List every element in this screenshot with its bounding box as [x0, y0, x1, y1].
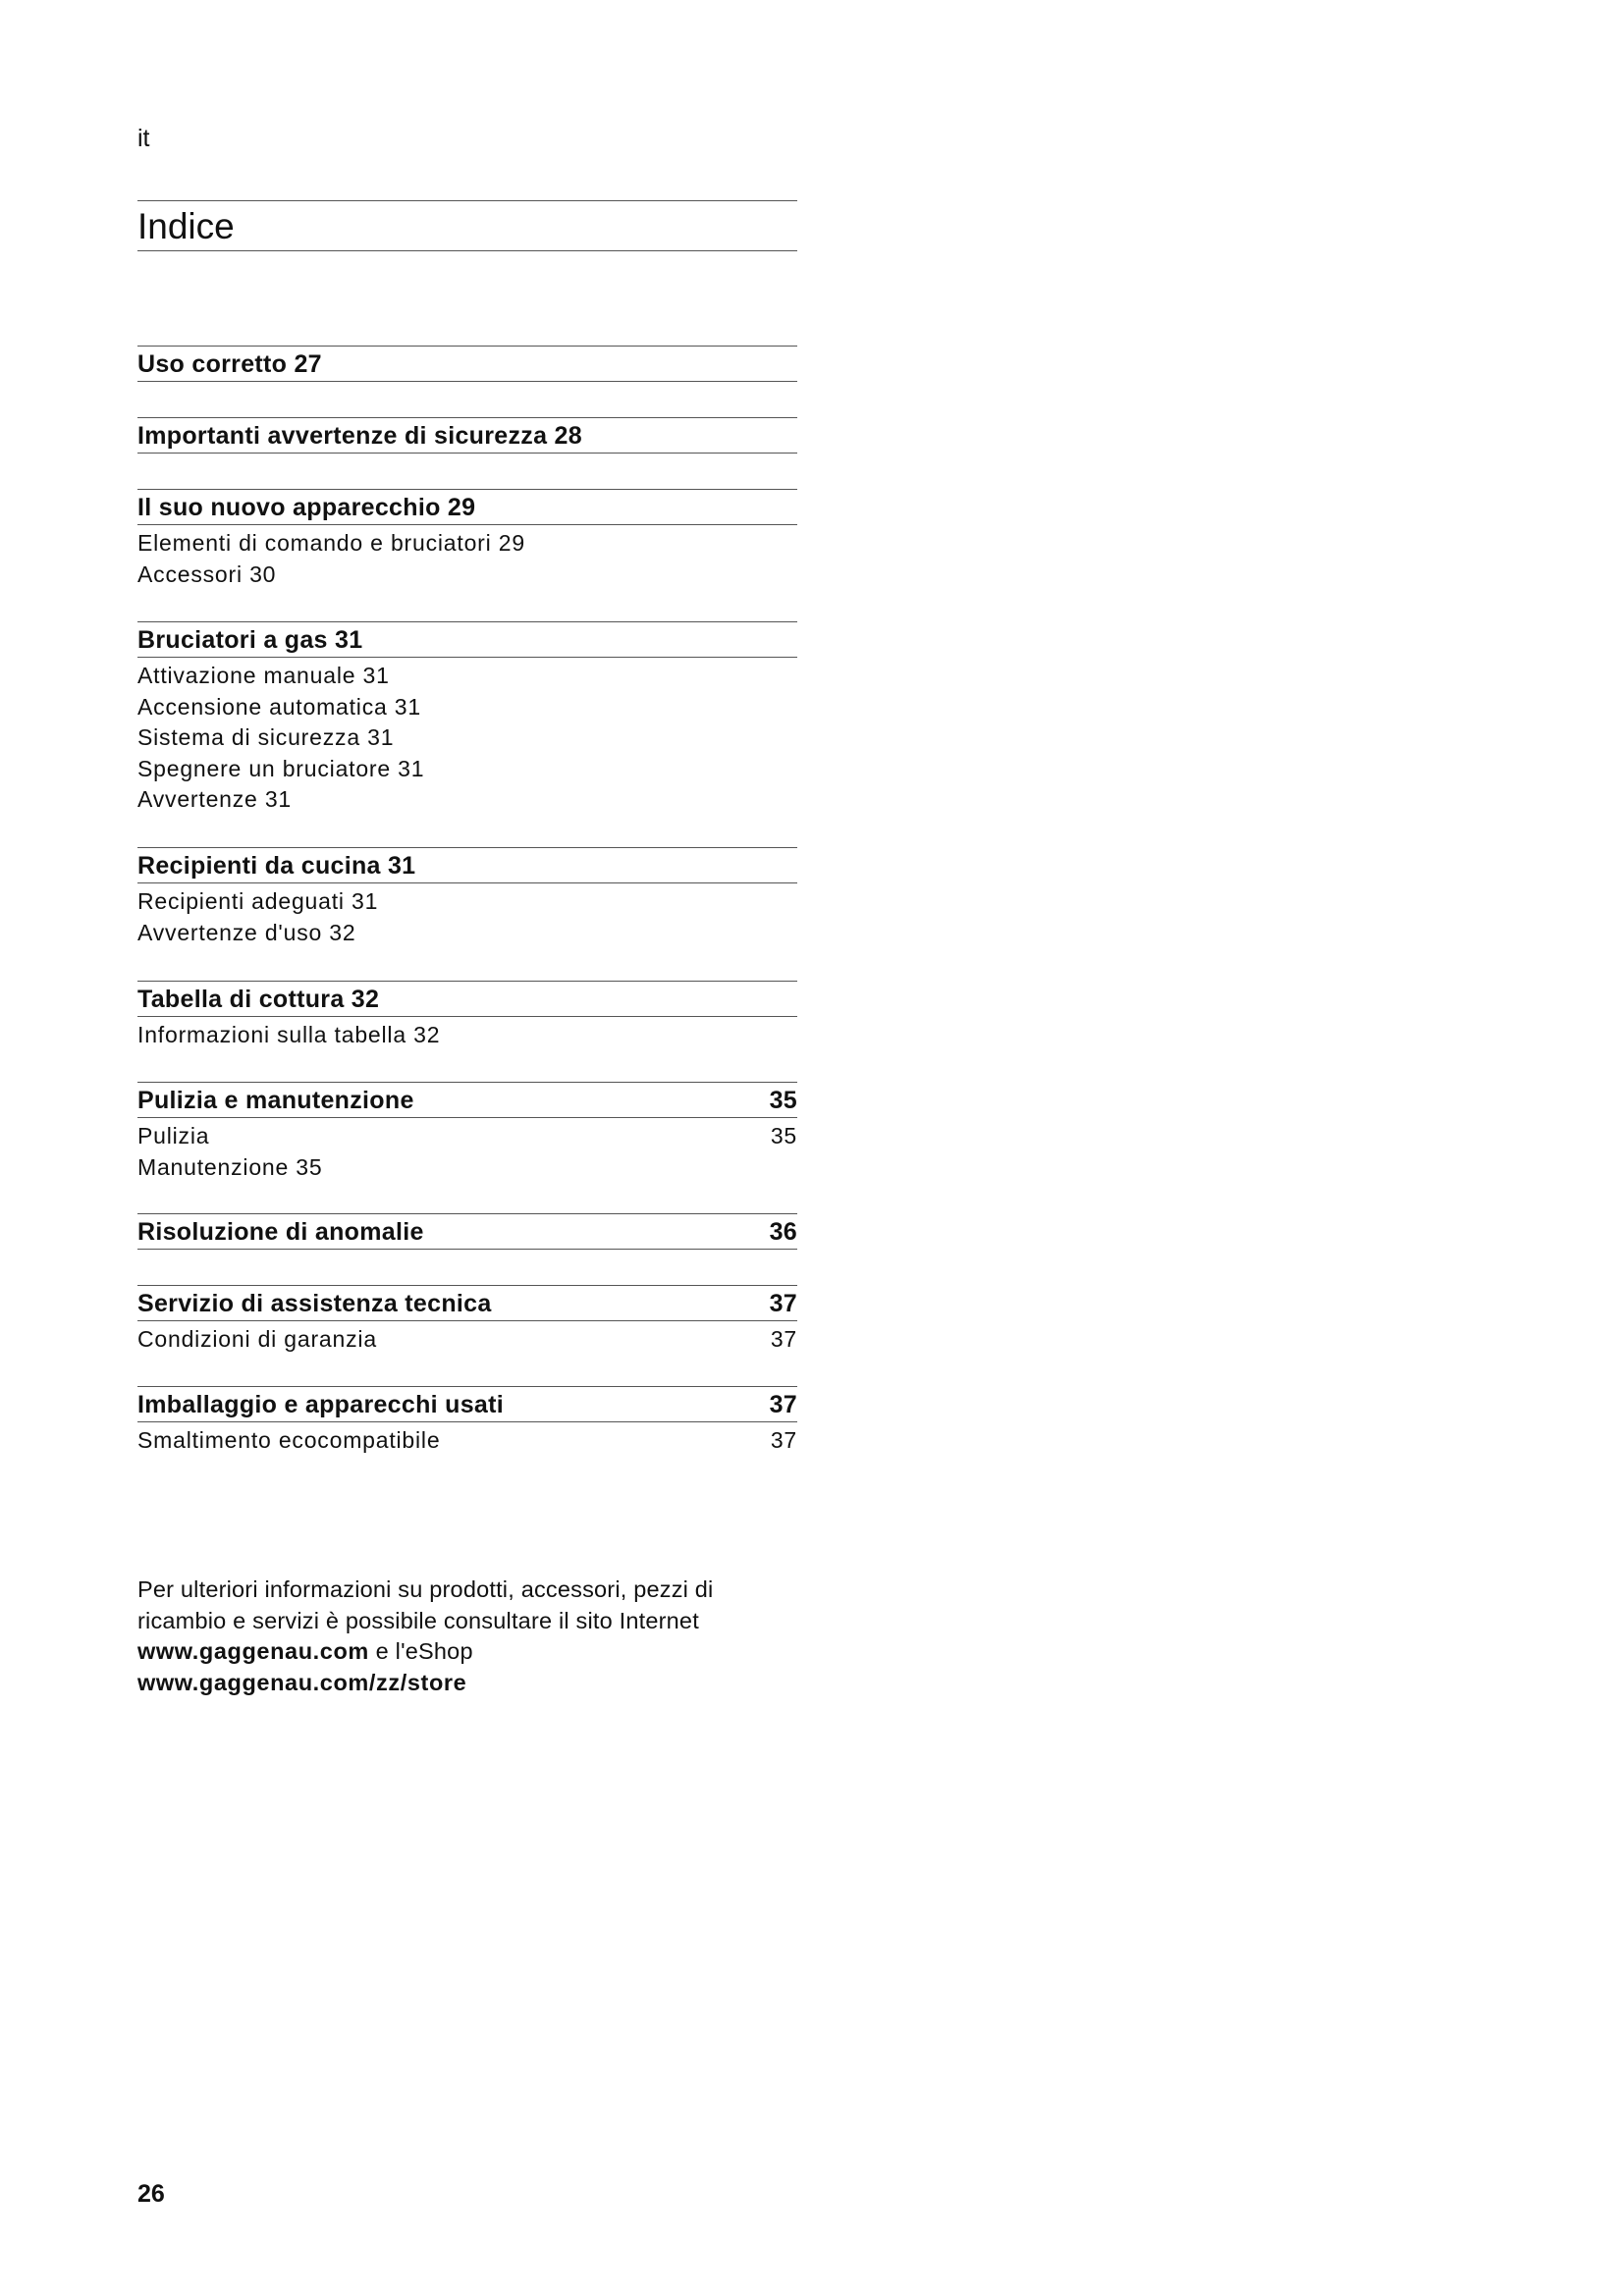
- toc-subitem-label: Sistema di sicurezza 31: [137, 724, 395, 750]
- toc-subitem-label: Attivazione manuale 31: [137, 663, 390, 688]
- toc-subitem[interactable]: [137, 1017, 797, 1048]
- toc-section-heading[interactable]: [137, 1285, 797, 1321]
- toc-subitem[interactable]: [137, 751, 797, 782]
- toc-section-page: 37: [769, 1290, 797, 1317]
- toc-subitem-page: 37: [770, 1427, 797, 1453]
- toc-subitem[interactable]: [137, 689, 797, 721]
- toc-section: [137, 621, 797, 813]
- eshop-link[interactable]: www.gaggenau.com/zz/store: [137, 1669, 467, 1695]
- toc-section-title: Recipienti da cucina 31: [137, 852, 416, 880]
- info-connector: e l'eShop: [368, 1638, 473, 1664]
- toc-subitem[interactable]: [137, 1422, 797, 1454]
- toc-section: [137, 417, 797, 454]
- toc-section-title: Tabella di cottura 32: [137, 986, 380, 1013]
- toc-subitem-label: Spegnere un bruciatore 31: [137, 755, 425, 781]
- toc-section-page: 35: [769, 1087, 797, 1114]
- toc-subitem[interactable]: [137, 557, 797, 588]
- title-block: [137, 200, 797, 251]
- toc-section-title: Imballaggio e apparecchi usati: [137, 1391, 505, 1418]
- toc-section-title: Il suo nuovo apparecchio 29: [137, 494, 476, 521]
- toc-subitem[interactable]: [137, 1321, 797, 1353]
- toc-subitem-label: Condizioni di garanzia: [137, 1326, 377, 1352]
- toc-section-page: 37: [769, 1391, 797, 1418]
- toc-section-title: Risoluzione di anomalie: [137, 1218, 424, 1246]
- info-line: Per ulteriori informazioni su prodotti, accessori, pezzi di: [137, 1576, 714, 1602]
- toc-section-title: Importanti avvertenze di sicurezza 28: [137, 422, 582, 450]
- info-line: ricambio e servizi è possibile consultare il sito Internet: [137, 1607, 699, 1633]
- toc-subitem[interactable]: [137, 525, 797, 557]
- toc-subitem-label: Avvertenze 31: [137, 786, 293, 812]
- toc-section-heading[interactable]: [137, 1213, 797, 1250]
- toc-section-heading[interactable]: [137, 489, 797, 525]
- toc-subitem-page: 37: [770, 1326, 797, 1352]
- toc-section-heading[interactable]: [137, 1082, 797, 1118]
- info-paragraph: [137, 1575, 825, 1698]
- toc-subitem[interactable]: [137, 658, 797, 689]
- toc-subitem-label: Avvertenze d'uso 32: [137, 919, 356, 945]
- page-number: 26: [137, 2180, 165, 2208]
- toc-subitem[interactable]: [137, 1149, 797, 1181]
- language-code: it: [137, 125, 150, 152]
- toc-subitem[interactable]: [137, 883, 797, 915]
- toc-section-heading[interactable]: [137, 346, 797, 382]
- toc-subitem-label: Manutenzione 35: [137, 1153, 323, 1180]
- toc-section: [137, 1285, 797, 1353]
- info-line: [137, 1668, 825, 1699]
- toc-section-page: 36: [769, 1218, 797, 1246]
- toc-section-title: Pulizia e manutenzione: [137, 1087, 414, 1114]
- toc-section-title: Bruciatori a gas 31: [137, 626, 363, 654]
- toc-subitem[interactable]: [137, 915, 797, 946]
- toc-subitem[interactable]: [137, 1118, 797, 1149]
- toc-section-heading[interactable]: [137, 621, 797, 658]
- toc-section: [137, 346, 797, 382]
- toc-section: [137, 1213, 797, 1250]
- toc-section: [137, 489, 797, 587]
- toc-section-heading[interactable]: [137, 981, 797, 1017]
- toc-subitem-label: Informazioni sulla tabella 32: [137, 1022, 441, 1047]
- toc-section: [137, 1386, 797, 1454]
- toc-section-title: Uso corretto 27: [137, 350, 322, 378]
- toc-section-heading[interactable]: [137, 847, 797, 883]
- page-title: Indice: [137, 206, 235, 246]
- website-link[interactable]: www.gaggenau.com: [137, 1638, 369, 1664]
- info-line: [137, 1636, 825, 1668]
- toc-section-heading[interactable]: [137, 417, 797, 454]
- toc-subitem-label: Accessori 30: [137, 561, 277, 587]
- toc-section-title: Servizio di assistenza tecnica: [137, 1290, 492, 1317]
- toc-subitem[interactable]: [137, 781, 797, 813]
- toc-subitem-page: 35: [770, 1123, 797, 1148]
- toc-subitem-label: Recipienti adeguati 31: [137, 888, 379, 914]
- toc-subitem-label: Accensione automatica 31: [137, 693, 421, 720]
- toc-subitem-label: Pulizia: [137, 1123, 210, 1148]
- toc-subitem[interactable]: [137, 720, 797, 751]
- toc-section-heading[interactable]: [137, 1386, 797, 1422]
- toc-section: [137, 847, 797, 945]
- toc-subitem-label: Smaltimento ecocompatibile: [137, 1427, 441, 1453]
- toc-section: [137, 1082, 797, 1180]
- toc-section: [137, 981, 797, 1048]
- toc-subitem-label: Elementi di comando e bruciatori 29: [137, 530, 525, 556]
